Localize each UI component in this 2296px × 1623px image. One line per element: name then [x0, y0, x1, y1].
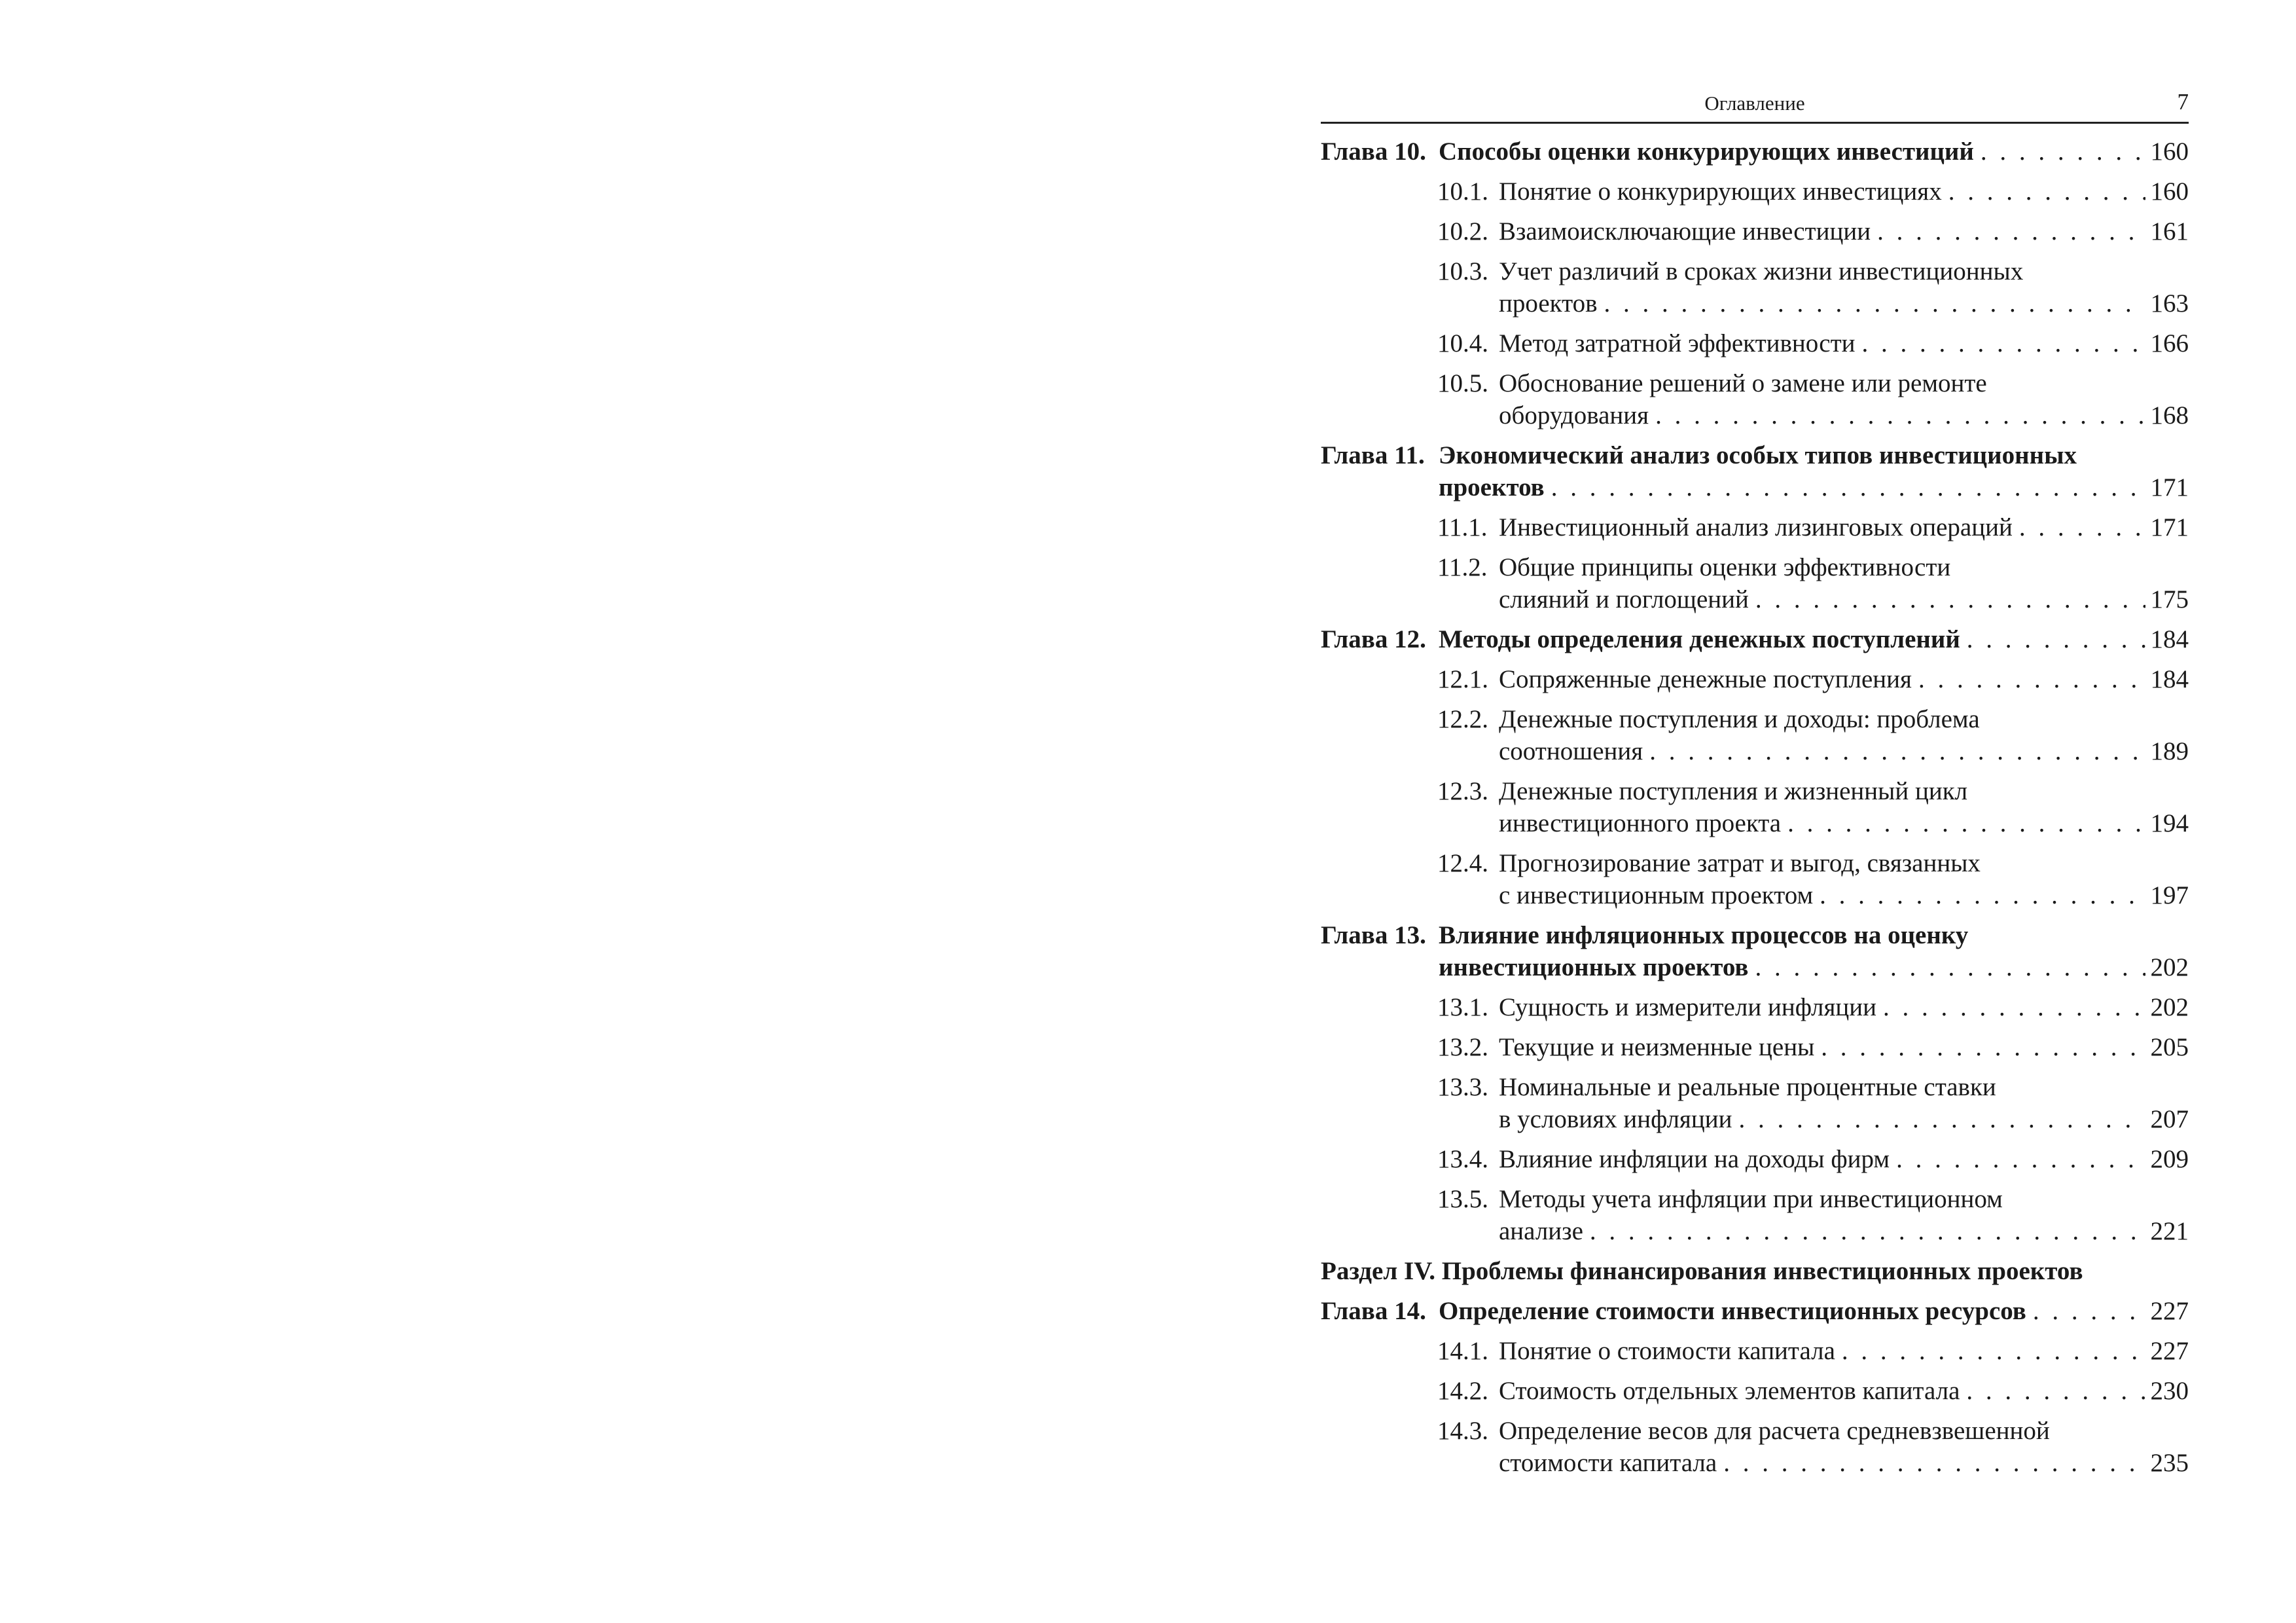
section-title: Прогнозирование затрат и выгод, связанных — [1499, 849, 1981, 877]
page-ref: 207 — [2150, 1105, 2189, 1133]
section-number: 12.2. — [1437, 705, 1488, 733]
dot-leader — [1643, 735, 2145, 767]
toc-page — [1321, 89, 2189, 1487]
section-number: 12.3. — [1437, 777, 1488, 805]
section-number: 14.1. — [1437, 1337, 1488, 1365]
dot-leader — [1871, 215, 2145, 247]
page-ref: 160 — [2150, 177, 2189, 206]
toc-section-11-2[interactable] — [1321, 551, 2189, 615]
page-ref: 227 — [2150, 1337, 2189, 1365]
dot-leader — [1942, 175, 2145, 208]
section-number: 11.2. — [1437, 553, 1488, 581]
section-title: Денежные поступления и жизненный цикл — [1499, 777, 1968, 805]
toc-section-10-5[interactable] — [1321, 367, 2189, 431]
toc-chapter-13[interactable] — [1321, 919, 2189, 983]
section-number: 10.4. — [1437, 329, 1488, 357]
toc-section-14-3[interactable] — [1321, 1415, 2189, 1479]
section-title-cont: проектов — [1499, 289, 1598, 318]
toc-section-13-5[interactable] — [1321, 1183, 2189, 1247]
page-ref: 205 — [2150, 1033, 2189, 1061]
page-ref: 171 — [2150, 473, 2189, 501]
chapter-label: Глава 13. — [1321, 921, 1426, 949]
chapter-label: Глава 11. — [1321, 441, 1425, 469]
dot-leader — [2026, 1295, 2145, 1327]
toc-section-14-2[interactable] — [1321, 1375, 2189, 1407]
section-title: Текущие и неизменные цены — [1499, 1033, 1815, 1061]
dot-leader — [1598, 287, 2145, 319]
dot-leader — [1835, 1335, 2145, 1367]
toc-chapter-11[interactable] — [1321, 439, 2189, 503]
section-title: Общие принципы оценки эффективности — [1499, 553, 1951, 581]
toc-section-14-1[interactable] — [1321, 1335, 2189, 1367]
toc-section-12-1[interactable] — [1321, 663, 2189, 695]
page-ref: 197 — [2150, 881, 2189, 909]
toc-section-10-4[interactable] — [1321, 327, 2189, 359]
section-number: 10.2. — [1437, 217, 1488, 246]
page-ref: 235 — [2150, 1449, 2189, 1477]
section-title-cont: с инвестиционным проектом — [1499, 881, 1814, 909]
dot-leader — [2013, 511, 2145, 543]
chapter-title-cont: проектов — [1439, 473, 1545, 501]
page-ref: 163 — [2150, 289, 2189, 318]
section-title: Стоимость отдельных элементов капитала — [1499, 1377, 1960, 1405]
section-title: Учет различий в сроках жизни инвестиционных — [1499, 257, 2024, 285]
dot-leader — [1912, 663, 2145, 695]
dot-leader — [1960, 623, 2145, 655]
section-title-cont: анализе — [1499, 1217, 1583, 1245]
dot-leader — [1749, 583, 2145, 615]
dot-leader — [1960, 1375, 2145, 1407]
page-ref: 175 — [2150, 585, 2189, 613]
chapter-label: Глава 10. — [1321, 137, 1426, 166]
section-number: 12.4. — [1437, 849, 1488, 877]
section-title: Денежные поступления и доходы: проблема — [1499, 705, 1980, 733]
section-title-cont: соотношения — [1499, 737, 1643, 765]
toc-section-13-3[interactable] — [1321, 1071, 2189, 1135]
section-number: 10.3. — [1437, 257, 1488, 285]
dot-leader — [1781, 807, 2145, 839]
section-title-cont: слияний и поглощений — [1499, 585, 1749, 613]
section-title: Методы учета инфляции при инвестиционном — [1499, 1185, 2003, 1213]
dot-leader — [1583, 1215, 2145, 1247]
page-ref: 171 — [2150, 513, 2189, 541]
toc-section-12-4[interactable] — [1321, 847, 2189, 911]
section-title: Метод затратной эффективности — [1499, 329, 1856, 357]
page-ref: 161 — [2150, 217, 2189, 246]
chapter-label: Глава 14. — [1321, 1297, 1426, 1325]
chapter-title: Влияние инфляционных процессов на оценку — [1439, 921, 1969, 949]
toc-section-13-1[interactable] — [1321, 991, 2189, 1023]
section-number: 11.1. — [1437, 513, 1488, 541]
section-title: Сопряженные денежные поступления — [1499, 665, 1912, 693]
section-number: 12.1. — [1437, 665, 1488, 693]
dot-leader — [1545, 471, 2145, 503]
section-number: 13.5. — [1437, 1185, 1488, 1213]
section-number: 10.1. — [1437, 177, 1488, 206]
dot-leader — [1717, 1447, 2145, 1479]
page-ref: 227 — [2150, 1297, 2189, 1325]
dot-leader — [1856, 327, 2146, 359]
page-ref: 166 — [2150, 329, 2189, 357]
dot-leader — [1813, 879, 2145, 911]
chapter-title: Экономический анализ особых типов инвестиционных — [1439, 441, 2077, 469]
toc-section-11-1[interactable] — [1321, 511, 2189, 543]
section-number: 13.2. — [1437, 1033, 1488, 1061]
page-ref: 209 — [2150, 1145, 2189, 1173]
dot-leader — [1814, 1031, 2145, 1063]
toc-chapter-14[interactable] — [1321, 1295, 2189, 1327]
page-ref: 184 — [2150, 625, 2189, 653]
chapter-title: Определение стоимости инвестиционных ресурсов — [1439, 1297, 2026, 1325]
section-title-cont: в условиях инфляции — [1499, 1105, 1732, 1133]
page-ref: 221 — [2150, 1217, 2189, 1245]
section-number: 13.4. — [1437, 1145, 1488, 1173]
page-ref: 184 — [2150, 665, 2189, 693]
section-title: Номинальные и реальные процентные ставки — [1499, 1073, 1996, 1101]
section-title: Инвестиционный анализ лизинговых операций — [1499, 513, 2013, 541]
section-title: Понятие о стоимости капитала — [1499, 1337, 1835, 1365]
section-title: Обоснование решений о замене или ремонте — [1499, 369, 1987, 397]
dot-leader — [1876, 991, 2145, 1023]
page-ref: 189 — [2150, 737, 2189, 765]
dot-leader — [1649, 399, 2145, 431]
chapter-title: Методы определения денежных поступлений — [1439, 625, 1960, 653]
toc-section-10-2[interactable] — [1321, 215, 2189, 247]
toc-section-12-2[interactable] — [1321, 703, 2189, 767]
table-of-contents — [1321, 136, 2189, 1479]
section-title-cont: стоимости капитала — [1499, 1449, 1717, 1477]
toc-section-10-1[interactable] — [1321, 175, 2189, 208]
section-number: 13.1. — [1437, 993, 1488, 1021]
page-ref: 194 — [2150, 809, 2189, 837]
page-ref: 202 — [2150, 953, 2189, 981]
section-number: 13.3. — [1437, 1073, 1488, 1101]
toc-section-12-3[interactable] — [1321, 775, 2189, 839]
dot-leader — [1732, 1103, 2145, 1135]
toc-chapter-12[interactable] — [1321, 623, 2189, 655]
dot-leader — [1974, 136, 2145, 168]
toc-part-4[interactable] — [1321, 1255, 2189, 1287]
page-number: 7 — [2177, 89, 2189, 115]
toc-section-10-3[interactable] — [1321, 255, 2189, 319]
running-head — [1321, 89, 2189, 124]
toc-section-13-4[interactable] — [1321, 1143, 2189, 1175]
section-title: Понятие о конкурирующих инвестициях — [1499, 177, 1942, 206]
section-title: Влияние инфляции на доходы фирм — [1499, 1145, 1890, 1173]
chapter-title: Способы оценки конкурирующих инвестиций — [1439, 137, 1974, 166]
part-title: Раздел IV. Проблемы финансирования инвестиционных проектов — [1321, 1257, 2083, 1285]
section-title: Сущность и измерители инфляции — [1499, 993, 1877, 1021]
page-ref: 230 — [2150, 1377, 2189, 1405]
page-ref: 168 — [2150, 401, 2189, 429]
running-head-title: Оглавление — [1704, 92, 1805, 115]
section-number: 14.2. — [1437, 1377, 1488, 1405]
section-number: 10.5. — [1437, 369, 1488, 397]
section-title: Взаимоисключающие инвестиции — [1499, 217, 1871, 246]
chapter-label: Глава 12. — [1321, 625, 1426, 653]
chapter-title-cont: инвестиционных проектов — [1439, 953, 1749, 981]
dot-leader — [1748, 951, 2145, 983]
page-ref: 160 — [2150, 137, 2189, 166]
page-ref: 202 — [2150, 993, 2189, 1021]
section-title-cont: инвестиционного проекта — [1499, 809, 1782, 837]
toc-section-13-2[interactable] — [1321, 1031, 2189, 1063]
toc-chapter-10[interactable] — [1321, 136, 2189, 168]
dot-leader — [1890, 1143, 2145, 1175]
section-title: Определение весов для расчета средневзвешенной — [1499, 1417, 2050, 1445]
section-title-cont: оборудования — [1499, 401, 1649, 429]
section-number: 14.3. — [1437, 1417, 1488, 1445]
